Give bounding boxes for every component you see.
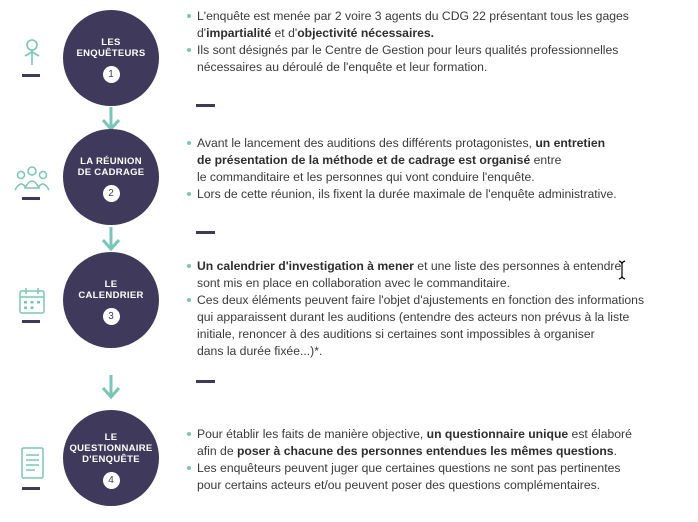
text-cursor-icon: [617, 260, 627, 280]
calendar-icon: [12, 286, 52, 334]
step-1-circle: [63, 10, 159, 106]
step-1-number: 1: [103, 66, 120, 83]
step-3-bullet-2: Ces deux éléments peuvent faire l'objet d'ajustements en fonction des informations qui apparaissent durant les auditions (entendre des acteurs non prévus à la liste initiale, renoncer à des auditions si certaines sont impossibles à organiser dans la durée fixée...)*.: [186, 292, 692, 360]
step-2-separator: [196, 231, 215, 234]
step-2-bullet-2: Lors de cette réunion, ils fixent la durée maximale de l'enquête administrative.: [186, 186, 692, 203]
step-4-bullet-2: Les enquêteurs peuvent juger que certaines questions ne sont pas pertinentes pour certains acteurs et/ou peuvent poser des questions complémentaires.: [186, 460, 692, 494]
step-2-bullet-1: Avant le lancement des auditions des différents protagonistes, un entretien de présentation de la méthode et de cadrage est organisé entre le commanditaire et les personnes qui vont conduire l'enquête.: [186, 135, 692, 186]
step-2-circle: [63, 129, 159, 225]
arrow-down-icon: [100, 226, 122, 252]
step-2-number: 2: [103, 185, 120, 202]
step-1-bullet-2: Ils sont désignés par le Centre de Gestion pour leurs qualités professionnelles nécessaires au déroulé de l'enquête et leur formation.: [186, 42, 692, 76]
step-2-side-dash: [22, 197, 40, 200]
arrow-down-icon: [100, 374, 122, 400]
step-1-title: LES ENQUÊTEURS: [76, 37, 146, 59]
step-1-text: [186, 8, 692, 76]
step-4-text: [186, 426, 692, 494]
step-4-side-dash: [22, 487, 40, 490]
step-4-bullet-1: Pour établir les faits de manière objective, un questionnaire unique est élaboré afin de poser à chacune des personnes entendues les mêmes questions.: [186, 426, 692, 460]
step-2-title: LA RÉUNION DE CADRAGE: [77, 156, 145, 178]
step-1-side-dash: [22, 74, 40, 77]
step-3-bullet-1: Un calendrier d'investigation à mener et une liste des personnes à entendre sont mis en place en collaboration avec le commanditaire.: [186, 258, 692, 292]
step-3-circle: [63, 252, 159, 348]
step-2-text: [186, 135, 692, 203]
step-3-title: LE CALENDRIER: [78, 279, 144, 301]
group-icon: [12, 164, 52, 212]
step-1-separator: [196, 104, 215, 107]
step-4-number: 4: [103, 472, 120, 489]
step-3-side-dash: [22, 320, 40, 323]
step-3-number: 3: [103, 308, 120, 325]
step-4-circle: [63, 410, 159, 506]
step-4-title: LE QUESTIONNAIRE D'ENQUÊTE: [69, 431, 153, 465]
step-1-bullet-1: L'enquête est menée par 2 voire 3 agents du CDG 22 présentant tous les gages d'impartialité et d'objectivité nécessaires.: [186, 8, 692, 42]
step-3-separator: [196, 380, 215, 383]
